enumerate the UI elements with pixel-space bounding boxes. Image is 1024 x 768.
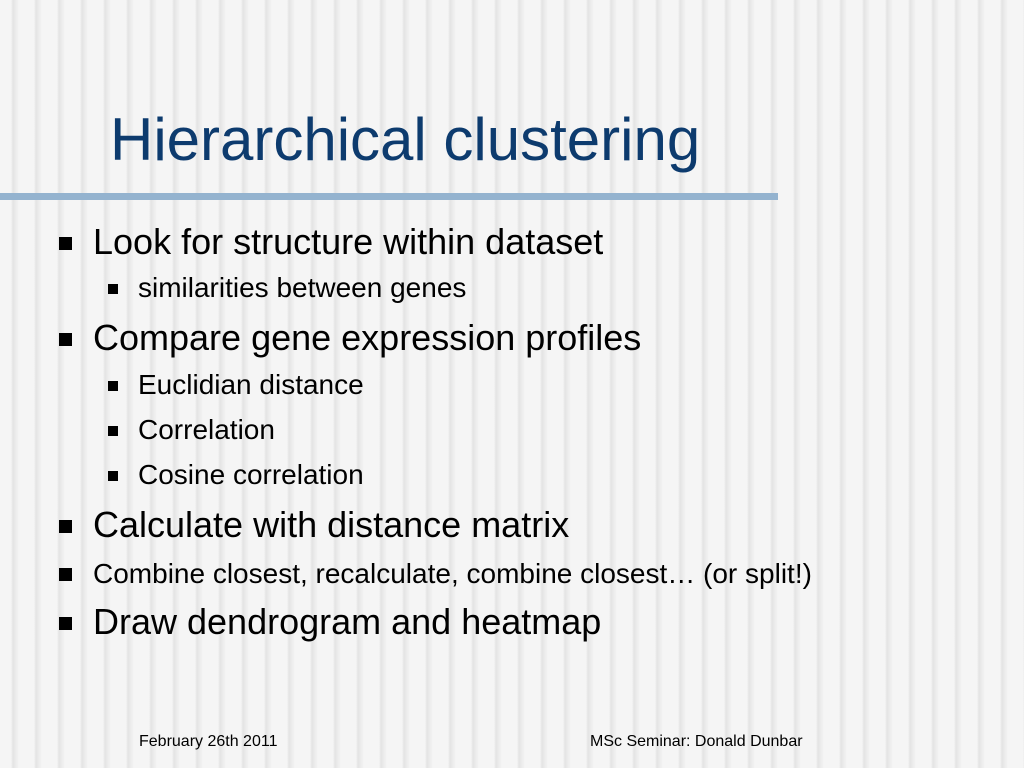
square-bullet-icon [108,284,118,294]
sub-bullet-item [138,271,466,305]
footer-date: February 26th 2011 [139,733,278,750]
bullet-item [93,318,641,358]
sub-bullet-text: Euclidian distance [138,369,364,400]
bullet-text: Combine closest, recalculate, combine closest… (or split!) [93,558,812,589]
square-bullet-icon [59,617,72,630]
square-bullet-icon [59,333,72,346]
bullet-text: Draw dendrogram and heatmap [93,601,602,642]
footer-presenter: MSc Seminar: Donald Dunbar [590,733,803,750]
sub-bullet-item [138,368,364,402]
sub-bullet-item [138,458,364,492]
sub-bullet-text: Cosine correlation [138,459,364,490]
bullet-item [93,557,812,591]
bullet-text: Calculate with distance matrix [93,504,570,545]
bullet-item [93,222,603,262]
sub-bullet-text: similarities between genes [138,272,467,303]
square-bullet-icon [59,237,72,250]
bullet-text: Look for structure within dataset [93,221,604,262]
slide-title: Hierarchical clustering [110,106,701,173]
bullet-item [93,505,569,545]
bullet-item [93,602,601,642]
bullet-text: Compare gene expression profiles [93,317,642,358]
square-bullet-icon [108,381,118,391]
sub-bullet-text: Correlation [138,414,275,445]
square-bullet-icon [108,426,118,436]
sub-bullet-item [138,413,275,447]
square-bullet-icon [59,520,72,533]
square-bullet-icon [59,568,72,581]
square-bullet-icon [108,471,118,481]
